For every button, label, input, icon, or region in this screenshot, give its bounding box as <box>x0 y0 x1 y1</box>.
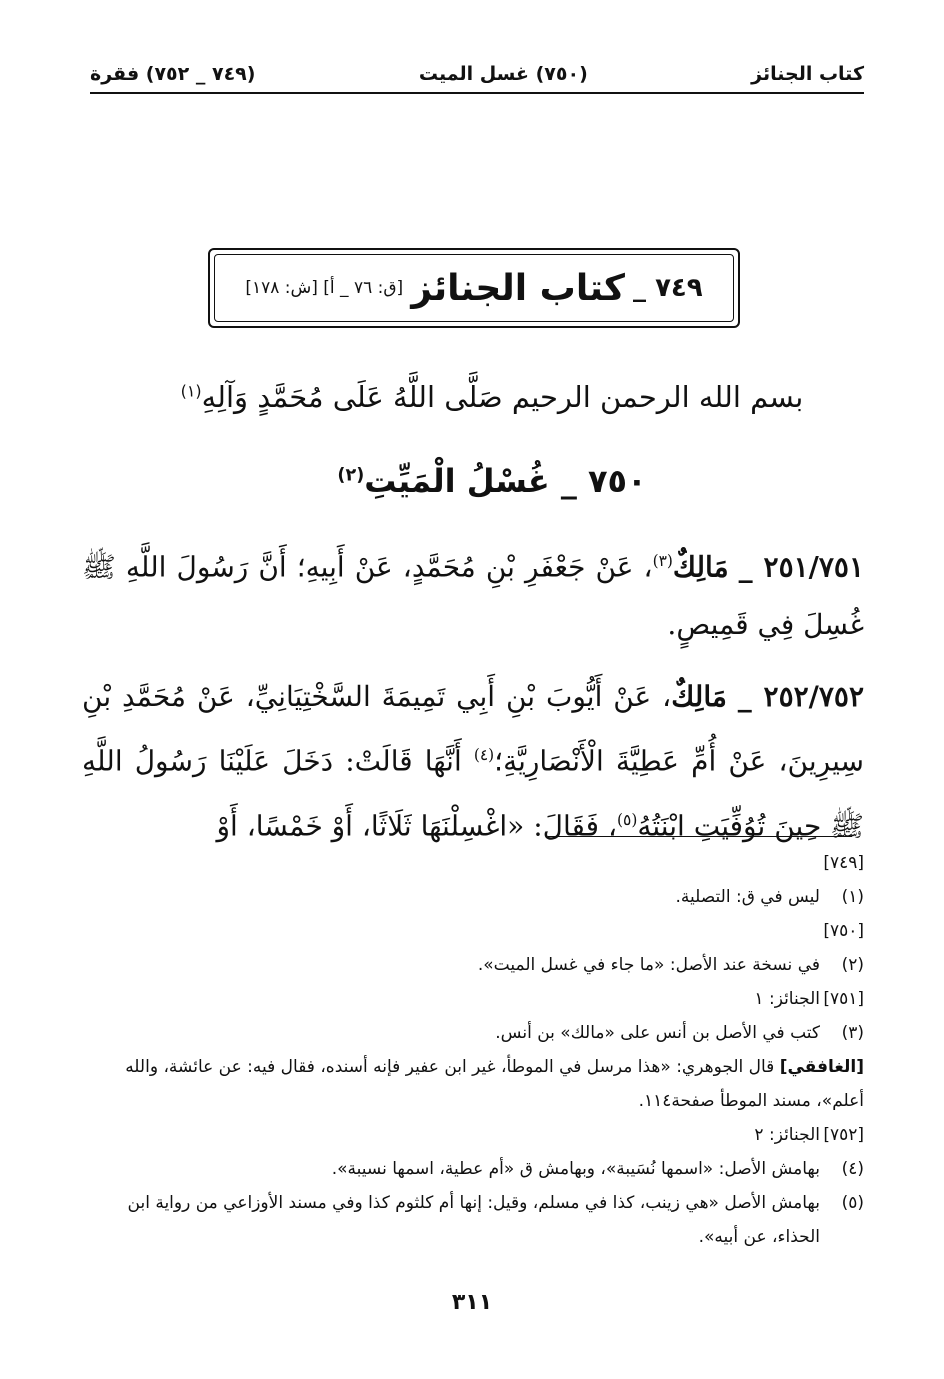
footnote-item <box>84 846 864 880</box>
header-book-title: كتاب الجنائز <box>751 63 864 85</box>
footnote-marker: [٧٤٩] <box>823 853 864 873</box>
footnote-marker: [٧٥٠] <box>823 921 864 941</box>
footnote-ref: (١) <box>180 381 202 401</box>
book-title-number: ٧٤٩ _ <box>633 273 703 303</box>
footnote-ref: (٣) <box>652 552 673 570</box>
footnote-text <box>84 1050 864 1118</box>
book-title: كتاب الجنائز <box>411 267 625 309</box>
hadith-paragraph <box>82 532 864 654</box>
footnote-item <box>84 914 864 948</box>
section-heading <box>200 462 784 500</box>
basmala-text: بسم الله الرحمن الرحيم صَلَّى اللَّهُ عَلَى مُحَمَّدٍ وَآلِهِ <box>201 380 804 414</box>
footnote-source-text: قال الجوهري: «هذا مرسل في الموطأ، غير ابن عفير فإنه أسنده، فقال فيه: عن عائشة، والله أعلم»، مسند الموطأ صفحة١١٤. <box>125 1057 864 1111</box>
hadith-number: ٢٥٢/٧٥٢ _ <box>737 680 864 714</box>
footnote-ref: (٢) <box>337 465 365 486</box>
hadith-number: ٢٥١/٧٥١ _ <box>738 550 865 584</box>
footnote-text: ليس في ق: التصلية. <box>675 887 820 907</box>
hadith-text: ، عَنْ جَعْفَرِ بْنِ مُحَمَّدٍ، عَنْ أَبِيهِ؛ أَنَّ رَسُولَ اللَّهِ ﷺ غُسِلَ فِي قَمِيصٍ. <box>82 550 864 642</box>
basmala <box>150 380 834 414</box>
footnote-separator <box>548 836 852 837</box>
footnote-item <box>84 880 864 914</box>
header-paragraph-range: (٧٤٩ _ ٧٥٢) فقرة <box>90 63 256 85</box>
footnote-source-label: [الغافقي] <box>779 1057 864 1077</box>
footnote-ref: (٤) <box>473 746 495 765</box>
footnote-text: بهامش الأصل «هي زينب، كذا في مسلم، وقيل: إنها أم كلثوم كذا وفي مسند الأوزاعي من رواية ابن الحذاء، عن أبيه». <box>127 1193 820 1247</box>
manuscript-reference: [ق: ٧٦ _ أ] [ش: ١٧٨] <box>245 278 404 298</box>
footnote-item <box>84 1118 864 1152</box>
hadith-paragraph <box>82 668 864 855</box>
page-number: ٣١١ <box>451 1290 493 1315</box>
hadith-narrator: مَالِكٌ <box>671 680 727 714</box>
footnote-text: في نسخة عند الأصل: «ما جاء في غسل الميت». <box>477 955 820 975</box>
footnote-marker: (٢) <box>841 955 864 975</box>
footnote-item <box>84 948 864 982</box>
footnote-item <box>84 982 864 1016</box>
footnote-ref: (٥) <box>617 810 638 829</box>
hadith-text: ، فَقَالَ: «اغْسِلْنَهَا ثَلَاثًا، أَوْ خَمْسًا، أَوْ <box>216 808 618 842</box>
footnote-marker: [٧٥١] <box>823 989 864 1009</box>
hadith-text: ، عَنْ أَيُّوبَ بْنِ أَبِي تَمِيمَةَ السَّخْتِيَانِيِّ، عَنْ مُحَمَّدِ بْنِ سِيرِينَ، عَنْ أُمِّ عَطِيَّةَ الْأَنْصَارِيَّةِ؛ <box>82 680 864 778</box>
footnote-marker: (٤) <box>841 1159 864 1179</box>
header-section-title: (٧٥٠) غسل الميت <box>418 63 588 85</box>
section-title: ٧٥٠ _ غُسْلُ الْمَيِّتِ <box>364 462 647 500</box>
book-title-inner-frame <box>214 254 734 322</box>
footnote-marker: (١) <box>841 887 864 907</box>
hadith-text: أَنَّهَا قَالَتْ: دَخَلَ عَلَيْنَا رَسُولُ اللَّهِ ﷺ حِينَ تُوُفِّيَتِ ابْنَتُهُ <box>82 744 864 842</box>
footnote-text: الجنائز: ٢ <box>754 1125 820 1145</box>
footnotes <box>84 846 864 1254</box>
footnote-text: الجنائز: ١ <box>754 989 820 1009</box>
running-header <box>90 56 864 94</box>
hadith-narrator: مَالِكٌ <box>672 550 729 584</box>
footnote-marker: (٣) <box>841 1023 864 1043</box>
footnote-marker: [٧٥٢] <box>823 1125 864 1145</box>
main-text <box>82 532 864 869</box>
footnote-item <box>84 1186 864 1254</box>
footnote-marker: (٥) <box>841 1193 864 1213</box>
footnote-text: كتب في الأصل بن أنس على «مالك» بن أنس. <box>495 1023 820 1043</box>
footnote-text: بهامش الأصل: «اسمها نُسَيبة»، وبهامش ق «أم عطية، اسمها نسيبة». <box>331 1159 820 1179</box>
book-title-box <box>208 248 740 328</box>
footnote-item <box>84 1050 864 1118</box>
footnote-item <box>84 1152 864 1186</box>
footnote-item <box>84 1016 864 1050</box>
